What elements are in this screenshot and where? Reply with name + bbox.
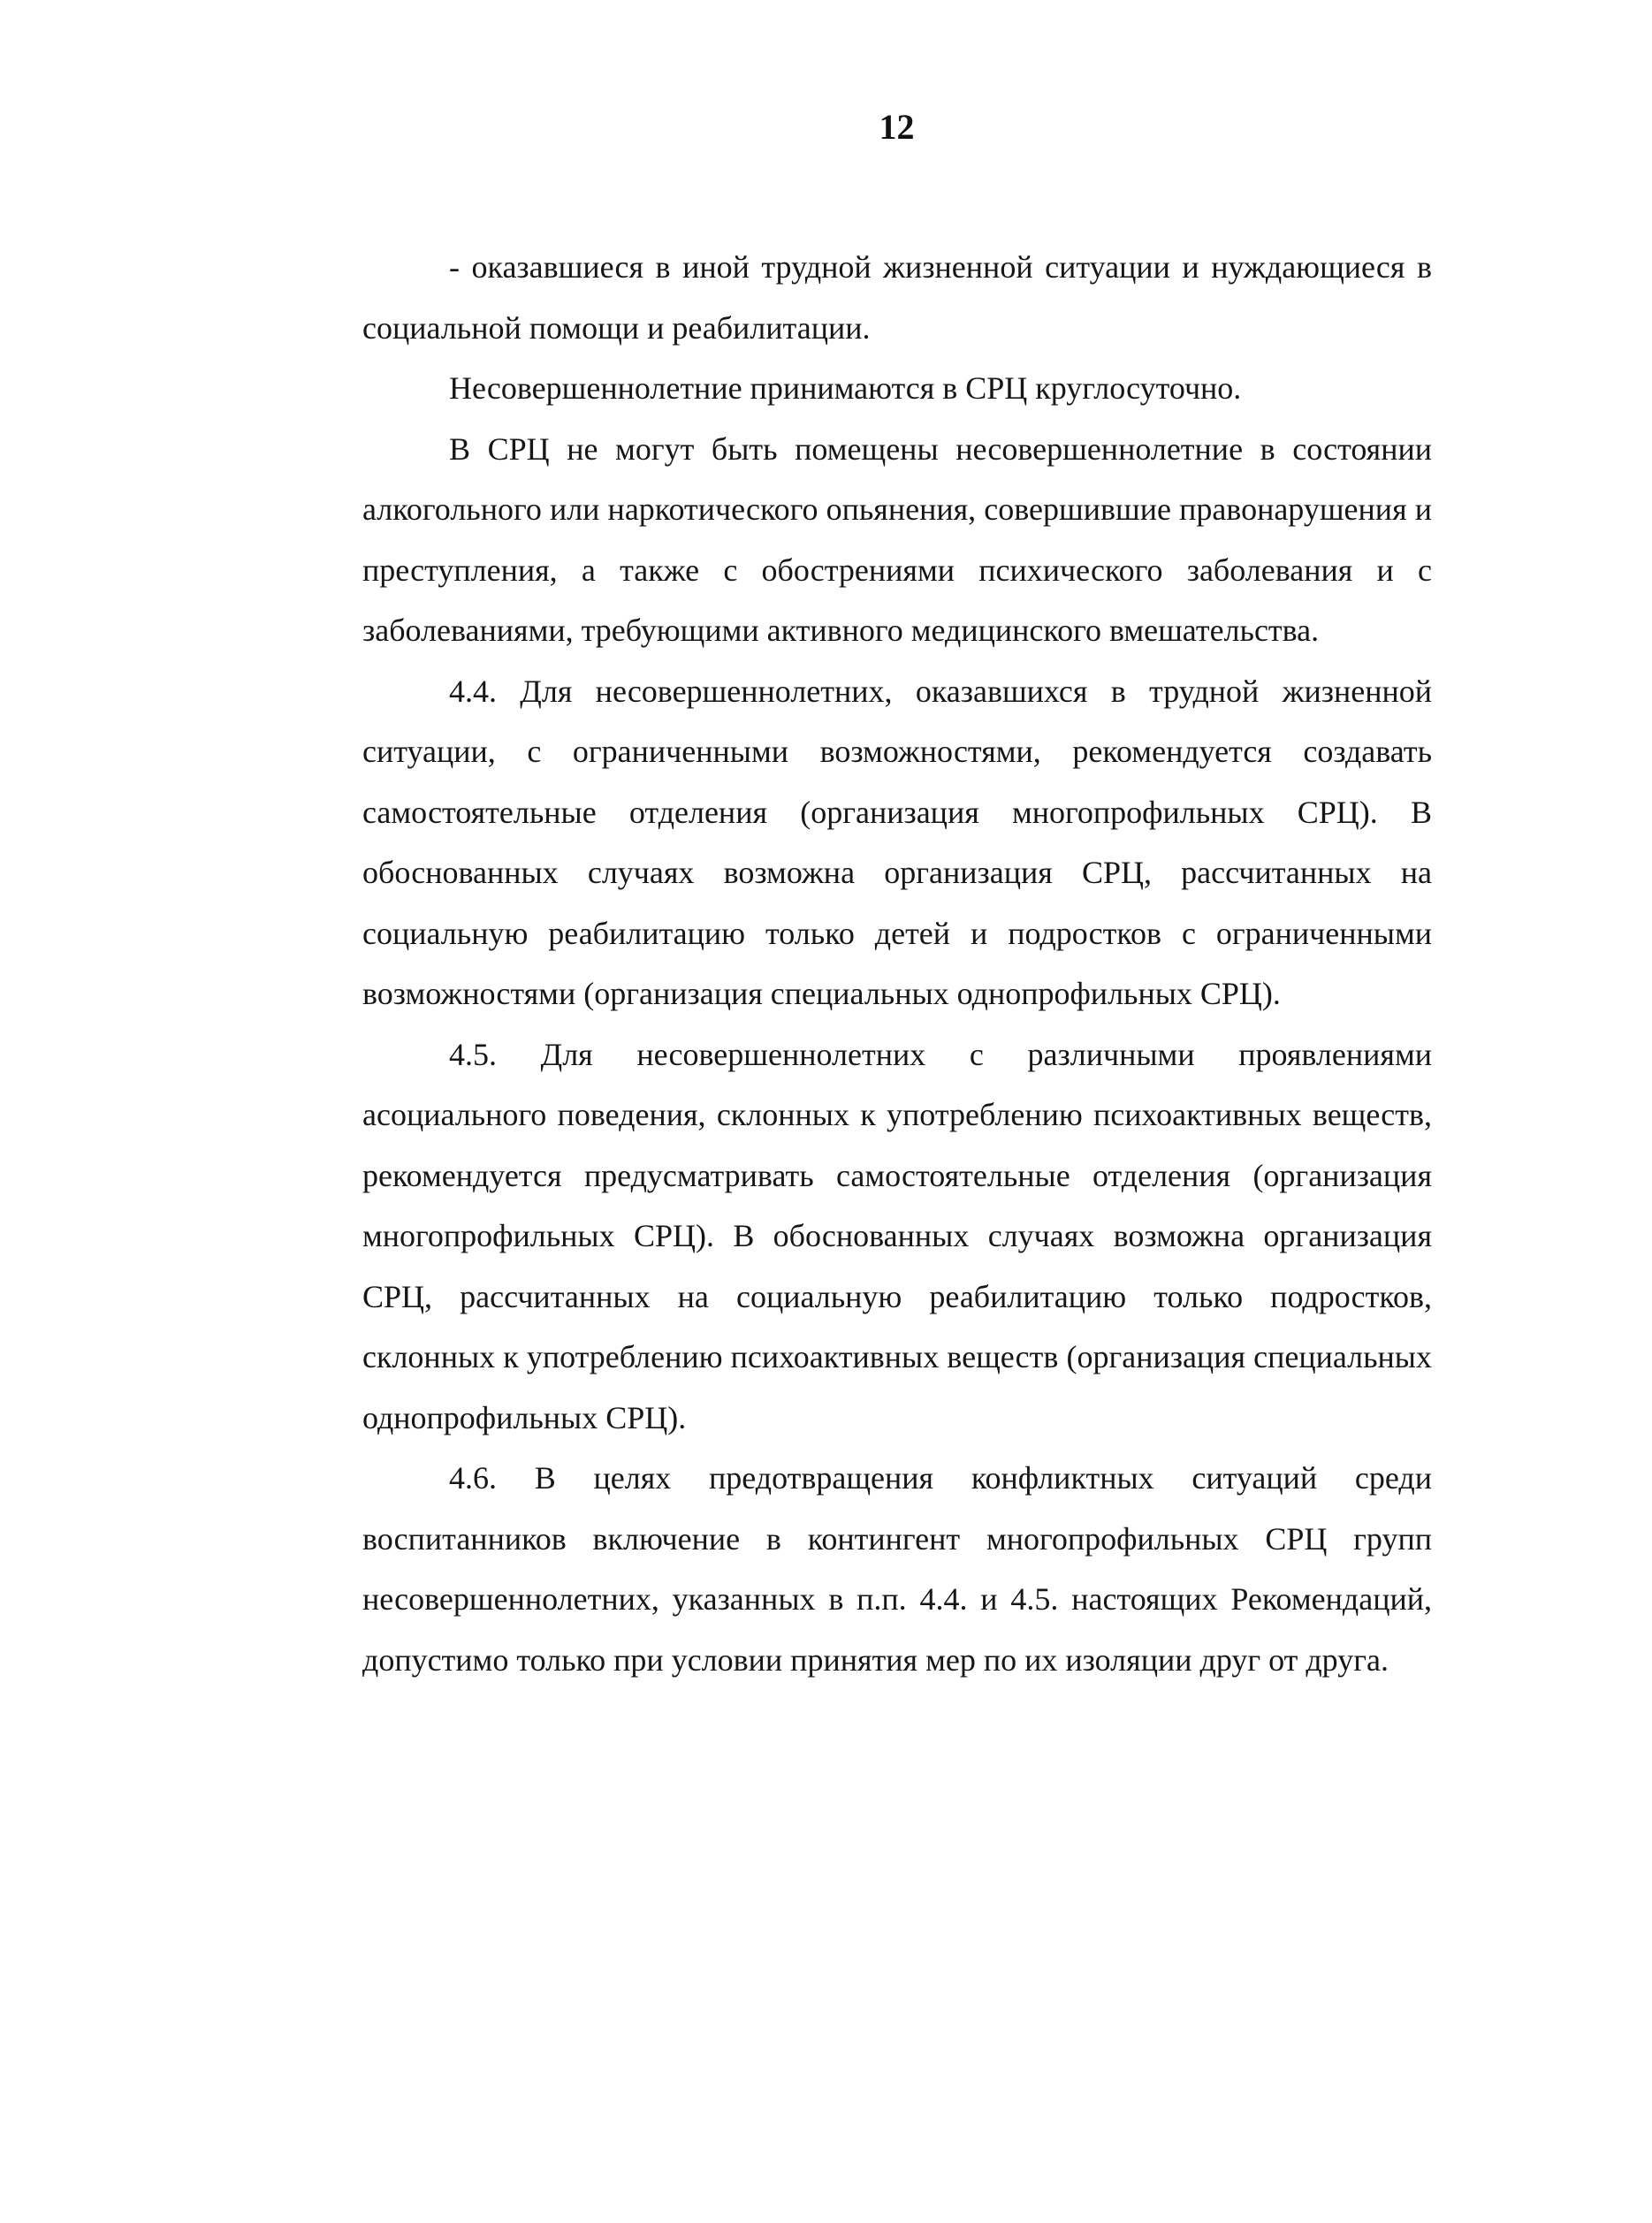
paragraph-admission-restrictions: В СРЦ не могут быть помещены несовершеннолетние в состоянии алкогольного или наркотического опьянения, совершившие правонарушения и преступления, а также с обострениями психического заболевания и с заболеваниями, требующими активного медицинского вмешательства. (362, 430, 1432, 648)
paragraph-list-item-continuation: - оказавшиеся в иной трудной жизненной ситуации и нуждающиеся в социальной помощи и реабилитации. (362, 249, 1432, 346)
paragraph-section-4-6: 4.6. В целях предотвращения конфликтных ситуаций среди воспитанников включение в контингент многопрофильных СРЦ групп несовершеннолетних, указанных в п.п. 4.4. и 4.5. настоящих Рекомендаций, допустимо только при условии принятия мер по их изоляции друг от друга. (362, 1460, 1432, 1678)
paragraph-section-4-4: 4.4. Для несовершеннолетних, оказавшихся в трудной жизненной ситуации, с ограниченными возможностями, рекомендуется создавать самостоятельные отделения (организация многопрофильных СРЦ). В обоснованных случаях возможна организация СРЦ, рассчитанных на социальную реабилитацию только детей и подростков с ограниченными возможностями (организация специальных однопрофильных СРЦ). (362, 673, 1432, 1011)
page-number: 12 (879, 107, 915, 147)
document-body (362, 237, 1432, 1690)
paragraph-section-4-5: 4.5. Для несовершеннолетних с различными проявлениями асоциального поведения, склонных к употреблению психоактивных веществ, рекомендуется предусматривать самостоятельные отделения (организация многопрофильных СРЦ). В обоснованных случаях возможна организация СРЦ, рассчитанных на социальную реабилитацию только подростков, склонных к употреблению психоактивных веществ (организация специальных однопрофильных СРЦ). (362, 1036, 1432, 1435)
paragraph-admission-schedule: Несовершеннолетние принимаются в СРЦ круглосуточно. (449, 370, 1242, 406)
